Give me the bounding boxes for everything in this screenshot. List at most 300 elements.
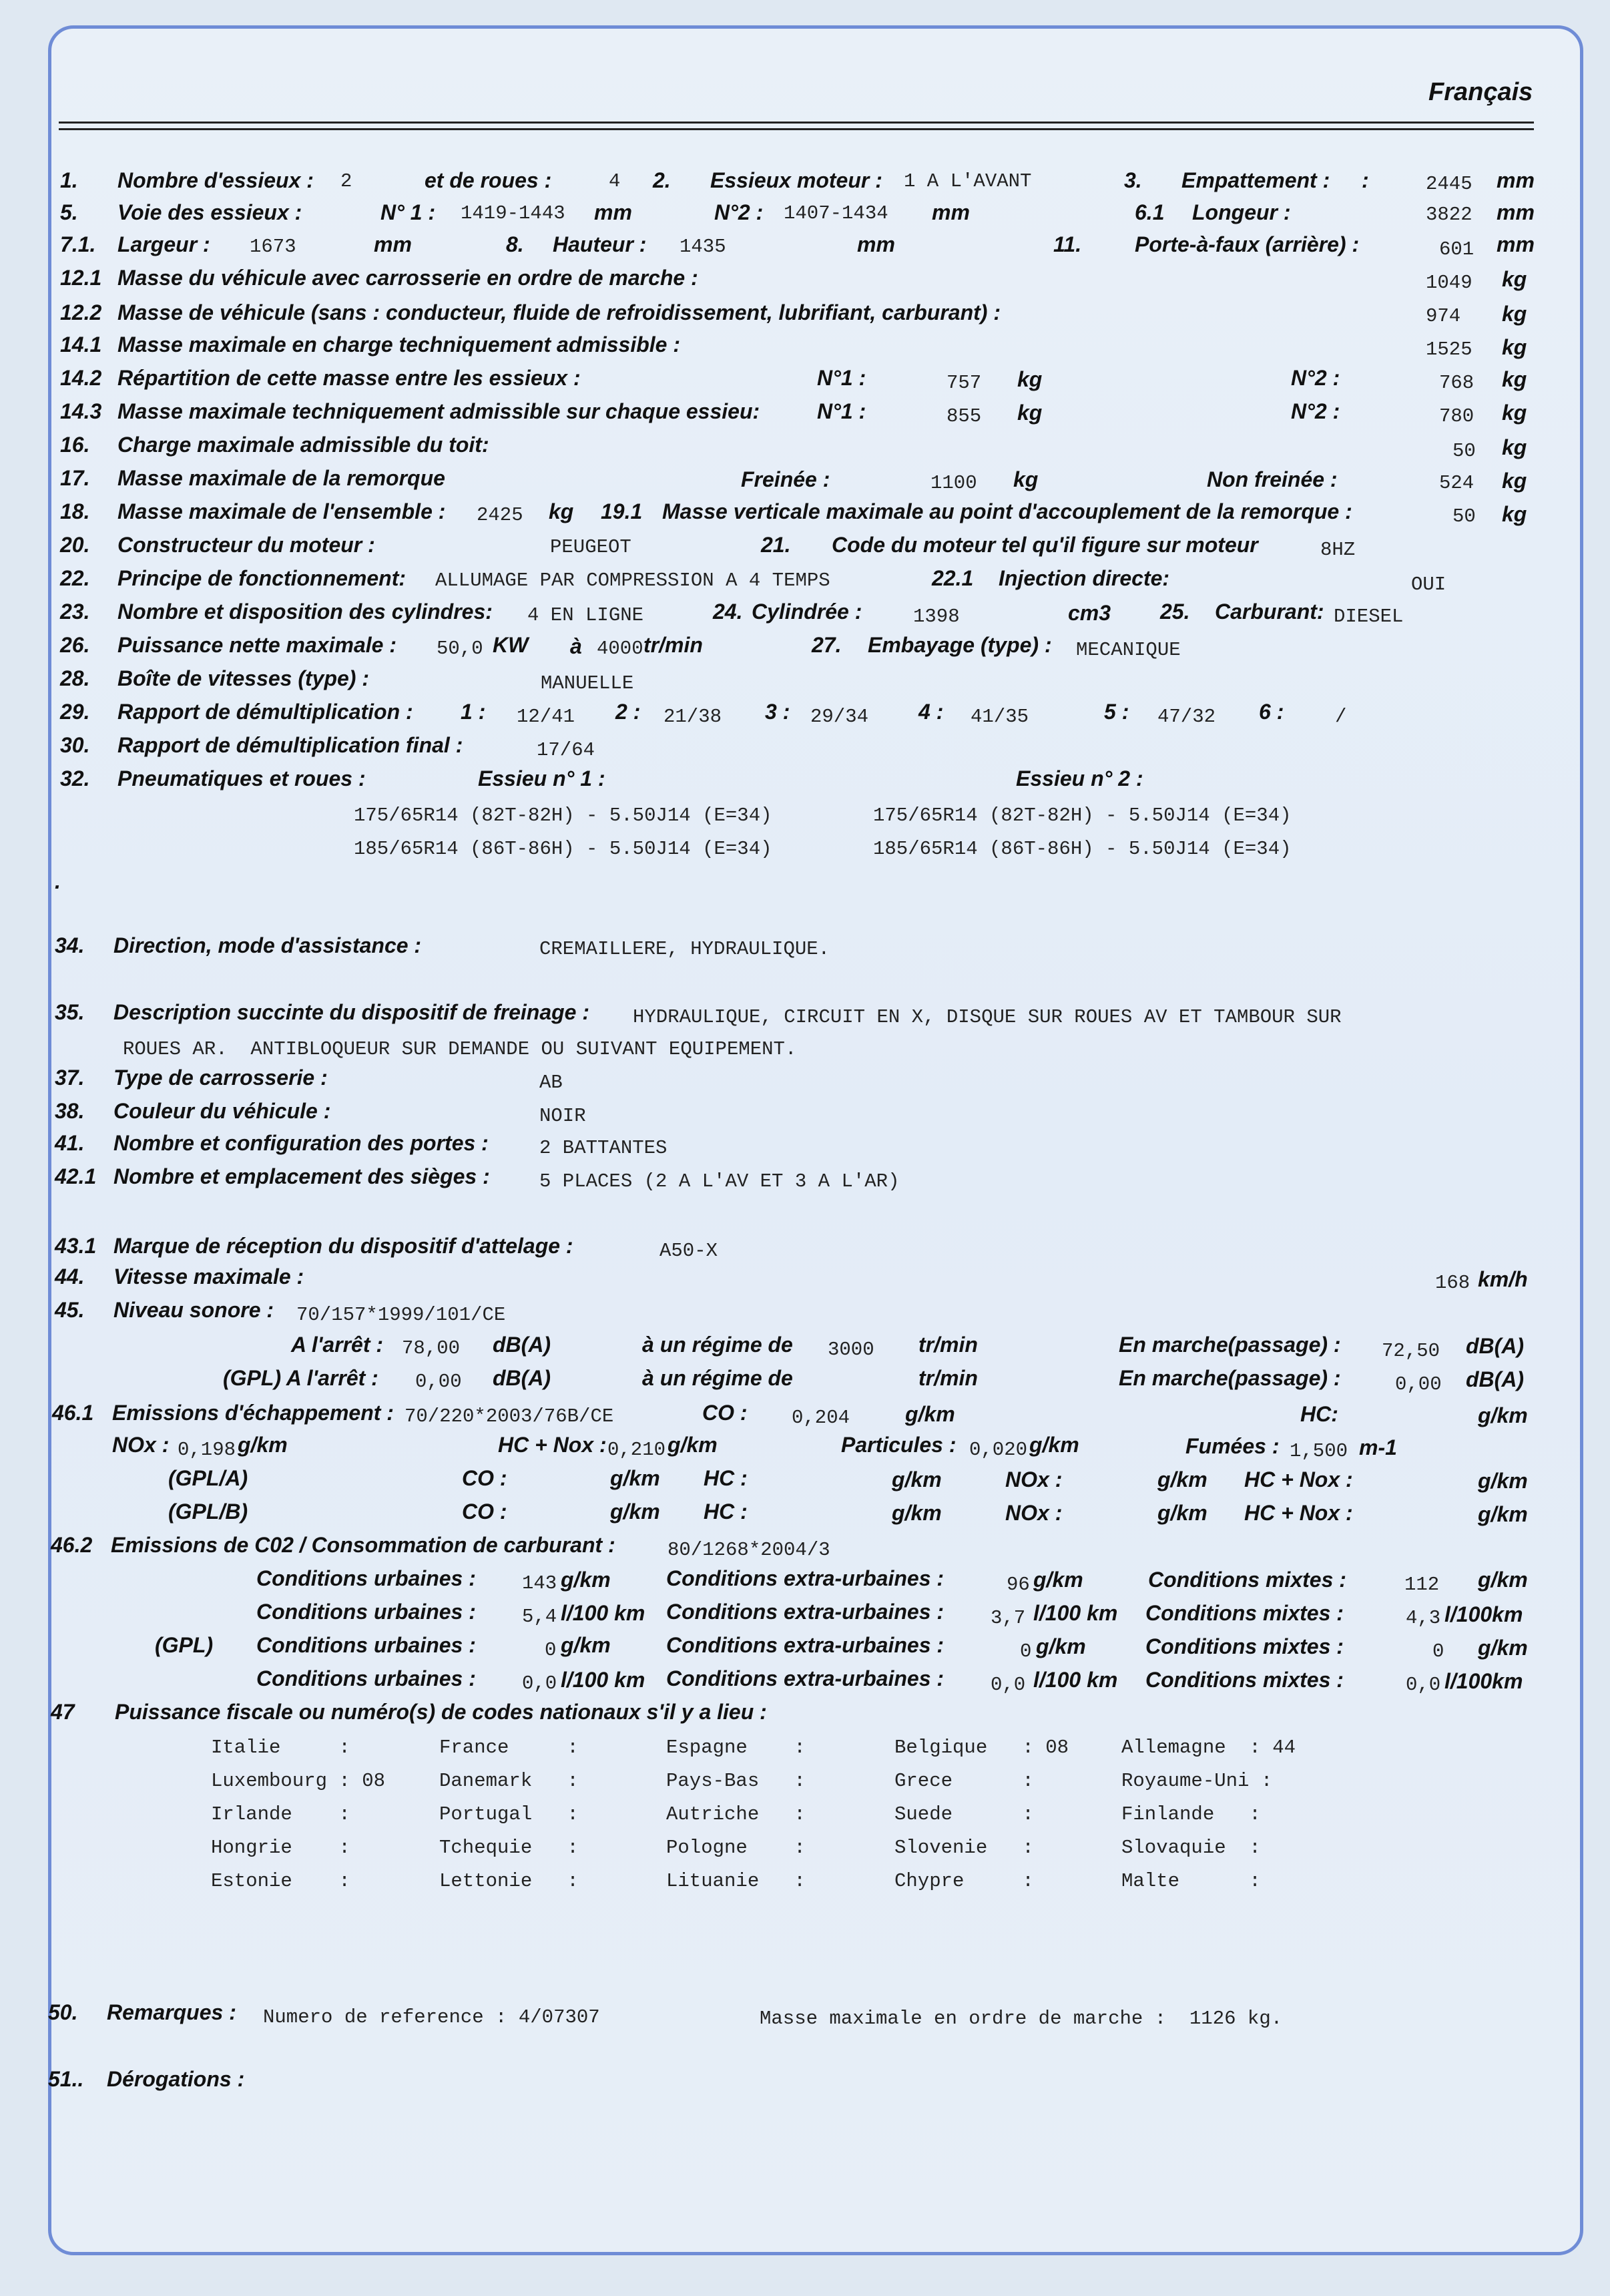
- label-n1: N°1 :: [817, 399, 866, 423]
- value-masse-sans: 974: [1426, 305, 1461, 327]
- tyre-spec: 185/65R14 (86T-86H) - 5.50J14 (E=34): [354, 838, 772, 860]
- label-remarques: Remarques :: [107, 2000, 236, 2024]
- item-number: 30.: [60, 733, 90, 757]
- label-n2: N°2 :: [1291, 399, 1340, 423]
- label-rapport: Rapport de démultiplication :: [117, 700, 413, 724]
- country-code-entry: Slovaquie :: [1121, 1837, 1261, 1859]
- gear-label: 5 :: [1104, 700, 1129, 724]
- country-code-entry: Suede :: [894, 1803, 1034, 1825]
- label-mixtes: Conditions mixtes :: [1148, 1568, 1346, 1592]
- item-number: 14.1: [60, 332, 102, 357]
- value-principe: ALLUMAGE PAR COMPRESSION A 4 TEMPS: [435, 569, 830, 592]
- value-gpl-en-marche: 0,00: [1395, 1373, 1442, 1395]
- item-number: 43.1: [55, 1234, 97, 1258]
- unit: kg: [1502, 302, 1527, 326]
- country-code-entry: Slovenie :: [894, 1837, 1034, 1859]
- label-masse-max-charge: Masse maximale en charge techniquement admissible :: [117, 332, 680, 357]
- unit: l/100 km: [1033, 1668, 1118, 1692]
- label-direction: Direction, mode d'assistance :: [113, 933, 422, 957]
- unit: kg: [1502, 335, 1527, 359]
- label-hc: HC :: [704, 1466, 748, 1490]
- value-repartition-2: 768: [1439, 372, 1474, 394]
- unit: g/km: [1157, 1467, 1208, 1491]
- value-code-moteur: 8HZ: [1320, 539, 1356, 561]
- unit: g/km: [1157, 1501, 1208, 1525]
- unit: g/km: [1033, 1568, 1083, 1592]
- unit: g/km: [1478, 1568, 1528, 1592]
- unit: tr/min: [918, 1366, 978, 1390]
- label-nox: NOx :: [112, 1433, 170, 1457]
- value-masse-marche: Masse maximale en ordre de marche : 1126 kg.: [760, 2008, 1283, 2030]
- value-fumees: 1,500: [1290, 1440, 1348, 1462]
- label-mixtes: Conditions mixtes :: [1145, 1601, 1344, 1625]
- value-urbaines: 143: [522, 1572, 557, 1594]
- country-code-entry: Grece :: [894, 1770, 1034, 1792]
- item-number: 34.: [55, 933, 85, 957]
- unit: km/h: [1478, 1267, 1528, 1291]
- label-attelage: Marque de réception du dispositif d'attelage :: [113, 1234, 573, 1258]
- value-vitesse-max: 168: [1435, 1272, 1470, 1294]
- label-niveau-sonore: Niveau sonore :: [113, 1298, 274, 1322]
- header-rule-bottom: [59, 128, 1534, 130]
- item-number: 42.1: [55, 1164, 97, 1188]
- gear-label: 4 :: [918, 700, 944, 724]
- value-gpl-extra-urbaines: 0: [1020, 1640, 1032, 1662]
- value-gear-1: 12/41: [517, 706, 575, 728]
- item-number: 21.: [761, 533, 791, 557]
- label-vitesse-max: Vitesse maximale :: [113, 1265, 304, 1289]
- value-rapport-final: 17/64: [537, 739, 595, 761]
- item-number: 26.: [60, 633, 90, 657]
- unit: KW: [493, 633, 529, 657]
- unit: g/km: [1029, 1433, 1079, 1457]
- label-largeur: Largeur :: [117, 232, 210, 256]
- label-urbaines: Conditions urbaines :: [256, 1633, 476, 1657]
- label-portes: Nombre et configuration des portes :: [113, 1131, 489, 1155]
- label-n2: N°2 :: [714, 200, 764, 224]
- unit: l/100km: [1444, 1669, 1523, 1693]
- value-portes: 2 BATTANTES: [539, 1137, 667, 1159]
- value-gpl-arret: 0,00: [415, 1371, 462, 1393]
- value-niveau-sonore: 70/157*1999/101/CE: [296, 1304, 506, 1326]
- value-gear-3: 29/34: [810, 706, 869, 728]
- item-number: 35.: [55, 1000, 85, 1024]
- label-n1: N°1 :: [817, 366, 866, 390]
- country-code-entry: Malte :: [1121, 1870, 1261, 1892]
- label-mixtes: Conditions mixtes :: [1145, 1634, 1344, 1658]
- value-masse-ensemble: 2425: [477, 504, 523, 526]
- label-gpl-b: (GPL/B): [168, 1500, 248, 1524]
- item-number: 23.: [60, 600, 90, 624]
- label-gpl-a: (GPL/A): [168, 1466, 248, 1490]
- label-hc-nox: HC + Nox :: [1244, 1501, 1353, 1525]
- value-attelage: A50-X: [659, 1240, 718, 1262]
- item-number: 27.: [812, 633, 842, 657]
- label-freinage: Description succinte du dispositif de freinage :: [113, 1000, 589, 1024]
- unit: l/100 km: [1033, 1601, 1118, 1625]
- value-mixtes-conso: 4,3: [1406, 1607, 1441, 1629]
- item-number: 19.1: [601, 499, 643, 523]
- label-en-marche: En marche(passage) :: [1119, 1333, 1341, 1357]
- unit: g/km: [561, 1568, 611, 1592]
- value-masse-essieu-1: 855: [947, 405, 982, 427]
- label-repartition: Répartition de cette masse entre les essieux :: [117, 366, 581, 390]
- label-a: à: [570, 634, 582, 658]
- gear-label: 2 :: [615, 700, 641, 724]
- label-charge-toit: Charge maximale admissible du toit:: [117, 433, 489, 457]
- label-regime: à un régime de: [642, 1366, 793, 1390]
- label-freinee: Freinée :: [741, 467, 830, 491]
- header-rule-top: [59, 122, 1534, 124]
- unit: dB(A): [1466, 1367, 1525, 1391]
- unit: g/km: [1478, 1403, 1528, 1427]
- label-pneumatiques: Pneumatiques et roues :: [117, 766, 366, 790]
- tyre-spec: 175/65R14 (82T-82H) - 5.50J14 (E=34): [873, 805, 1292, 827]
- unit: g/km: [1036, 1634, 1086, 1658]
- value-repartition-1: 757: [947, 372, 982, 394]
- gear-label: 3 :: [765, 700, 790, 724]
- label-masse-par-essieu: Masse maximale techniquement admissible sur chaque essieu:: [117, 399, 760, 423]
- label-non-freinee: Non freinée :: [1207, 467, 1338, 491]
- item-number: 28.: [60, 666, 90, 690]
- label-regime: à un régime de: [642, 1333, 793, 1357]
- value-co2-directive: 80/1268*2004/3: [667, 1539, 830, 1561]
- value-constructeur-moteur: PEUGEOT: [550, 536, 631, 558]
- value-nox: 0,198: [178, 1439, 236, 1461]
- country-code-entry: Lettonie :: [439, 1870, 579, 1892]
- item-number: 11.: [1053, 232, 1082, 256]
- label-gpl: (GPL): [155, 1633, 214, 1657]
- label-empattement: Empattement :: [1181, 168, 1330, 192]
- value-couleur: NOIR: [539, 1105, 586, 1127]
- country-code-entry: Pologne :: [666, 1837, 806, 1859]
- value-gear-5: 47/32: [1157, 706, 1216, 728]
- value-en-marche: 72,50: [1382, 1340, 1440, 1362]
- label-masse-ensemble: Masse maximale de l'ensemble :: [117, 499, 446, 523]
- item-number: 7.1.: [60, 232, 96, 256]
- label-n1: N° 1 :: [380, 200, 436, 224]
- value-hc-nox: 0,210: [607, 1439, 666, 1461]
- unit: mm: [1497, 200, 1535, 224]
- value-longeur: 3822: [1426, 204, 1472, 226]
- value-masse-ordre-marche: 1049: [1426, 272, 1472, 294]
- label-principe: Principe de fonctionnement:: [117, 566, 407, 590]
- value-gpl-extra-urbaines-conso: 0,0: [991, 1674, 1026, 1696]
- label-masse-verticale: Masse verticale maximale au point d'accouplement de la remorque :: [662, 499, 1352, 523]
- label-puissance-fiscale: Puissance fiscale ou numéro(s) de codes nationaux s'il y a lieu :: [115, 1700, 767, 1724]
- label-roues: et de roues :: [425, 168, 552, 192]
- label-masse-sans: Masse de véhicule (sans : conducteur, fluide de refroidissement, lubrifiant, carburant) :: [117, 300, 1001, 324]
- value-charge-toit: 50: [1452, 440, 1476, 462]
- value-puissance: 50,0: [437, 638, 483, 660]
- item-number: 20.: [60, 533, 90, 557]
- value-gpl-mixtes: 0: [1432, 1640, 1444, 1662]
- label-urbaines: Conditions urbaines :: [256, 1666, 476, 1690]
- label-extra-urbaines: Conditions extra-urbaines :: [666, 1666, 945, 1690]
- label-mixtes: Conditions mixtes :: [1145, 1668, 1344, 1692]
- unit: kg: [1502, 367, 1527, 391]
- value-injection: OUI: [1411, 573, 1446, 596]
- item-number: 29.: [60, 700, 90, 724]
- label-co: CO :: [462, 1500, 507, 1524]
- country-code-entry: Finlande :: [1121, 1803, 1261, 1825]
- label-sieges: Nombre et emplacement des sièges :: [113, 1164, 490, 1188]
- value-reference: Numero de reference : 4/07307: [263, 2006, 600, 2028]
- label-hauteur: Hauteur :: [553, 232, 647, 256]
- value-sieges: 5 PLACES (2 A L'AV ET 3 A L'AR): [539, 1170, 900, 1192]
- label-co: CO :: [462, 1466, 507, 1490]
- value-largeur: 1673: [250, 236, 296, 258]
- value-embrayage: MECANIQUE: [1076, 639, 1181, 661]
- label-particules: Particules :: [841, 1433, 957, 1457]
- value-masse-max-charge: 1525: [1426, 338, 1472, 361]
- value-extra-urbaines-conso: 3,7: [991, 1607, 1026, 1629]
- value-voie-1: 1419-1443: [461, 202, 565, 224]
- unit: g/km: [667, 1433, 718, 1457]
- item-number: 51..: [48, 2067, 84, 2091]
- label-arret: A l'arrêt :: [291, 1333, 384, 1357]
- item-number: 14.3: [60, 399, 102, 423]
- item-number: 41.: [55, 1131, 85, 1155]
- item-number: 14.2: [60, 366, 102, 390]
- country-code-entry: Tchequie :: [439, 1837, 579, 1859]
- label-cylindree: Cylindrée :: [752, 600, 862, 624]
- country-code-entry: Pays-Bas :: [666, 1770, 806, 1792]
- label-hc: HC :: [704, 1500, 748, 1524]
- label-urbaines: Conditions urbaines :: [256, 1600, 476, 1624]
- label-derogations: Dérogations :: [107, 2067, 245, 2091]
- tyre-spec: 185/65R14 (86T-86H) - 5.50J14 (E=34): [873, 838, 1292, 860]
- label-en-marche: En marche(passage) :: [1119, 1366, 1341, 1390]
- value-regime-sonore: 3000: [828, 1339, 874, 1361]
- value-cylindres: 4 EN LIGNE: [527, 604, 644, 626]
- unit: g/km: [561, 1633, 611, 1657]
- unit: mm: [932, 200, 970, 224]
- unit: g/km: [610, 1466, 660, 1490]
- item-number: 44.: [55, 1265, 85, 1289]
- country-code-entry: Lituanie :: [666, 1870, 806, 1892]
- value-gear-2: 21/38: [663, 706, 722, 728]
- country-code-entry: Estonie :: [211, 1870, 350, 1892]
- item-number: 8.: [506, 232, 524, 256]
- unit: mm: [374, 232, 412, 256]
- label-fumees: Fumées :: [1185, 1434, 1280, 1458]
- country-code-entry: Luxembourg : 08: [211, 1770, 386, 1792]
- item-number: 1.: [60, 168, 78, 192]
- label-urbaines: Conditions urbaines :: [256, 1566, 476, 1590]
- item-number: 38.: [55, 1099, 85, 1123]
- label-co: CO :: [702, 1401, 748, 1425]
- unit: l/100km: [1444, 1602, 1523, 1626]
- unit: kg: [1502, 401, 1527, 425]
- country-code-entry: Espagne :: [666, 1737, 806, 1759]
- value-gear-4: 41/35: [971, 706, 1029, 728]
- unit: dB(A): [493, 1333, 551, 1357]
- value-gpl-urbaines: 0: [545, 1639, 557, 1661]
- gear-label: 6 :: [1259, 700, 1284, 724]
- country-code-entry: Danemark :: [439, 1770, 579, 1792]
- value-empattement: 2445: [1426, 173, 1472, 195]
- value-non-freinee: 524: [1439, 472, 1474, 494]
- unit: g/km: [905, 1402, 955, 1426]
- unit: kg: [1502, 435, 1527, 459]
- label-gpl-arret: (GPL) A l'arrêt :: [223, 1366, 378, 1390]
- value-freinee: 1100: [930, 472, 977, 494]
- item-number: 45.: [55, 1298, 85, 1322]
- unit: g/km: [892, 1467, 942, 1491]
- unit: l/100 km: [561, 1601, 645, 1625]
- unit: tr/min: [918, 1333, 978, 1357]
- unit: g/km: [1478, 1502, 1528, 1526]
- unit: mm: [594, 200, 632, 224]
- label-longeur: Longeur :: [1192, 200, 1291, 224]
- item-number: 46.1: [52, 1401, 94, 1425]
- value-hauteur: 1435: [680, 236, 726, 258]
- language-heading: Français: [1428, 78, 1533, 106]
- value-co: 0,204: [792, 1407, 850, 1429]
- unit: kg: [1017, 401, 1043, 425]
- label-essieux-moteur: Essieux moteur :: [710, 168, 882, 192]
- label-rapport-final: Rapport de démultiplication final :: [117, 733, 463, 757]
- country-code-entry: Hongrie :: [211, 1837, 350, 1859]
- value-gpl-mixtes-conso: 0,0: [1406, 1674, 1441, 1696]
- country-code-entry: Autriche :: [666, 1803, 806, 1825]
- item-number: 47: [51, 1700, 75, 1724]
- label-porte-a-faux: Porte-à-faux (arrière) :: [1135, 232, 1360, 256]
- label-injection: Injection directe:: [999, 566, 1170, 590]
- label-hc-nox: HC + Nox :: [1244, 1467, 1353, 1491]
- label-emissions: Emissions d'échappement :: [112, 1401, 394, 1425]
- unit: dB(A): [493, 1366, 551, 1390]
- value-carburant: DIESEL: [1334, 606, 1404, 628]
- label-embrayage: Embayage (type) :: [868, 633, 1052, 657]
- item-number: 24.: [713, 600, 743, 624]
- value-masse-essieu-2: 780: [1439, 405, 1474, 427]
- unit: kg: [1502, 469, 1527, 493]
- item-number: 2.: [653, 168, 671, 192]
- country-code-entry: Irlande :: [211, 1803, 350, 1825]
- item-number: 25.: [1160, 600, 1190, 624]
- item-number: 37.: [55, 1066, 85, 1090]
- country-code-entry: Royaume-Uni :: [1121, 1770, 1273, 1792]
- value-voie-2: 1407-1434: [784, 202, 888, 224]
- value-cylindree: 1398: [913, 606, 960, 628]
- unit: mm: [1497, 232, 1535, 256]
- unit: g/km: [1478, 1469, 1528, 1493]
- label-extra-urbaines: Conditions extra-urbaines :: [666, 1600, 945, 1624]
- label-couleur: Couleur du véhicule :: [113, 1099, 331, 1123]
- item-number: 22.: [60, 566, 90, 590]
- unit: kg: [1013, 467, 1039, 491]
- gear-label: 1 :: [461, 700, 486, 724]
- value-masse-verticale: 50: [1452, 505, 1476, 527]
- label-masse-remorque: Masse maximale de la remorque: [117, 466, 445, 490]
- item-number: 22.1: [932, 566, 974, 590]
- country-code-entry: Chypre :: [894, 1870, 1034, 1892]
- unit: cm3: [1068, 601, 1111, 625]
- country-code-entry: Allemagne : 44: [1121, 1737, 1296, 1759]
- label-carrosserie: Type de carrosserie :: [113, 1066, 328, 1090]
- label-co2: Emissions de C02 / Consommation de carburant :: [111, 1533, 615, 1557]
- value-extra-urbaines: 96: [1007, 1574, 1030, 1596]
- label-voie: Voie des essieux :: [117, 200, 302, 224]
- item-number: 46.2: [51, 1533, 93, 1557]
- label-nox: NOx :: [1005, 1501, 1063, 1525]
- item-number: 12.2: [60, 300, 102, 324]
- unit: g/km: [892, 1501, 942, 1525]
- stray-dot: .: [55, 869, 61, 893]
- value-urbaines-conso: 5,4: [522, 1606, 557, 1628]
- label-n2: N°2 :: [1291, 366, 1340, 390]
- value-essieux-count: 2: [340, 170, 352, 192]
- value-direction: CREMAILLERE, HYDRAULIQUE.: [539, 938, 830, 960]
- unit: kg: [1502, 502, 1527, 526]
- label-extra-urbaines: Conditions extra-urbaines :: [666, 1633, 945, 1657]
- tyre-spec: 175/65R14 (82T-82H) - 5.50J14 (E=34): [354, 805, 772, 827]
- value-carrosserie: AB: [539, 1072, 563, 1094]
- item-number: 50.: [48, 2000, 78, 2024]
- label-hc: HC:: [1300, 1402, 1338, 1426]
- value-mixtes: 112: [1404, 1574, 1440, 1596]
- item-number: 5.: [60, 200, 78, 224]
- unit: g/km: [238, 1433, 288, 1457]
- item-number: 32.: [60, 766, 90, 790]
- country-code-entry: Portugal :: [439, 1803, 579, 1825]
- unit: kg: [1502, 267, 1527, 291]
- label-essieu-2: Essieu n° 2 :: [1016, 766, 1143, 790]
- value-freinage-cont: ROUES AR. ANTIBLOQUEUR SUR DEMANDE OU SUIVANT EQUIPEMENT.: [123, 1038, 797, 1060]
- label-hc-nox: HC + Nox :: [498, 1433, 607, 1457]
- value-gear-6: /: [1335, 706, 1347, 728]
- label-constructeur-moteur: Constructeur du moteur :: [117, 533, 375, 557]
- value-porte-a-faux: 601: [1439, 238, 1474, 260]
- item-number: 18.: [60, 499, 90, 523]
- label-code-moteur: Code du moteur tel qu'il figure sur moteur: [832, 533, 1258, 557]
- value-boite: MANUELLE: [541, 672, 634, 694]
- unit: tr/min: [643, 633, 703, 657]
- country-code-entry: Belgique : 08: [894, 1737, 1069, 1759]
- value-emissions-directive: 70/220*2003/76B/CE: [405, 1405, 614, 1427]
- country-code-entry: Italie :: [211, 1737, 350, 1759]
- value-essieux-moteur: 1 A L'AVANT: [904, 170, 1032, 192]
- label-nox: NOx :: [1005, 1467, 1063, 1491]
- item-number: 16.: [60, 433, 90, 457]
- label-extra-urbaines: Conditions extra-urbaines :: [666, 1566, 945, 1590]
- value-particules: 0,020: [969, 1439, 1028, 1461]
- label-masse-ordre-marche: Masse du véhicule avec carrosserie en ordre de marche :: [117, 266, 698, 290]
- value-gpl-urbaines-conso: 0,0: [522, 1672, 557, 1694]
- item-number: 17.: [60, 466, 90, 490]
- value-arret: 78,00: [402, 1337, 461, 1359]
- item-number: 12.1: [60, 266, 102, 290]
- unit: mm: [857, 232, 895, 256]
- label-carburant: Carburant:: [1215, 600, 1324, 624]
- label-cylindres: Nombre et disposition des cylindres:: [117, 600, 493, 624]
- unit: m-1: [1359, 1435, 1397, 1459]
- value-roues: 4: [609, 170, 621, 192]
- label-essieu-1: Essieu n° 1 :: [478, 766, 605, 790]
- label-boite: Boîte de vitesses (type) :: [117, 666, 369, 690]
- item-number: 3.: [1124, 168, 1142, 192]
- unit: kg: [549, 499, 574, 523]
- unit: g/km: [1478, 1636, 1528, 1660]
- value-regime: 4000: [597, 638, 643, 660]
- unit: mm: [1497, 168, 1535, 192]
- unit: dB(A): [1466, 1334, 1525, 1358]
- unit: g/km: [610, 1500, 660, 1524]
- label-essieux-count: Nombre d'essieux :: [117, 168, 314, 192]
- value-freinage: HYDRAULIQUE, CIRCUIT EN X, DISQUE SUR ROUES AV ET TAMBOUR SUR: [633, 1006, 1342, 1028]
